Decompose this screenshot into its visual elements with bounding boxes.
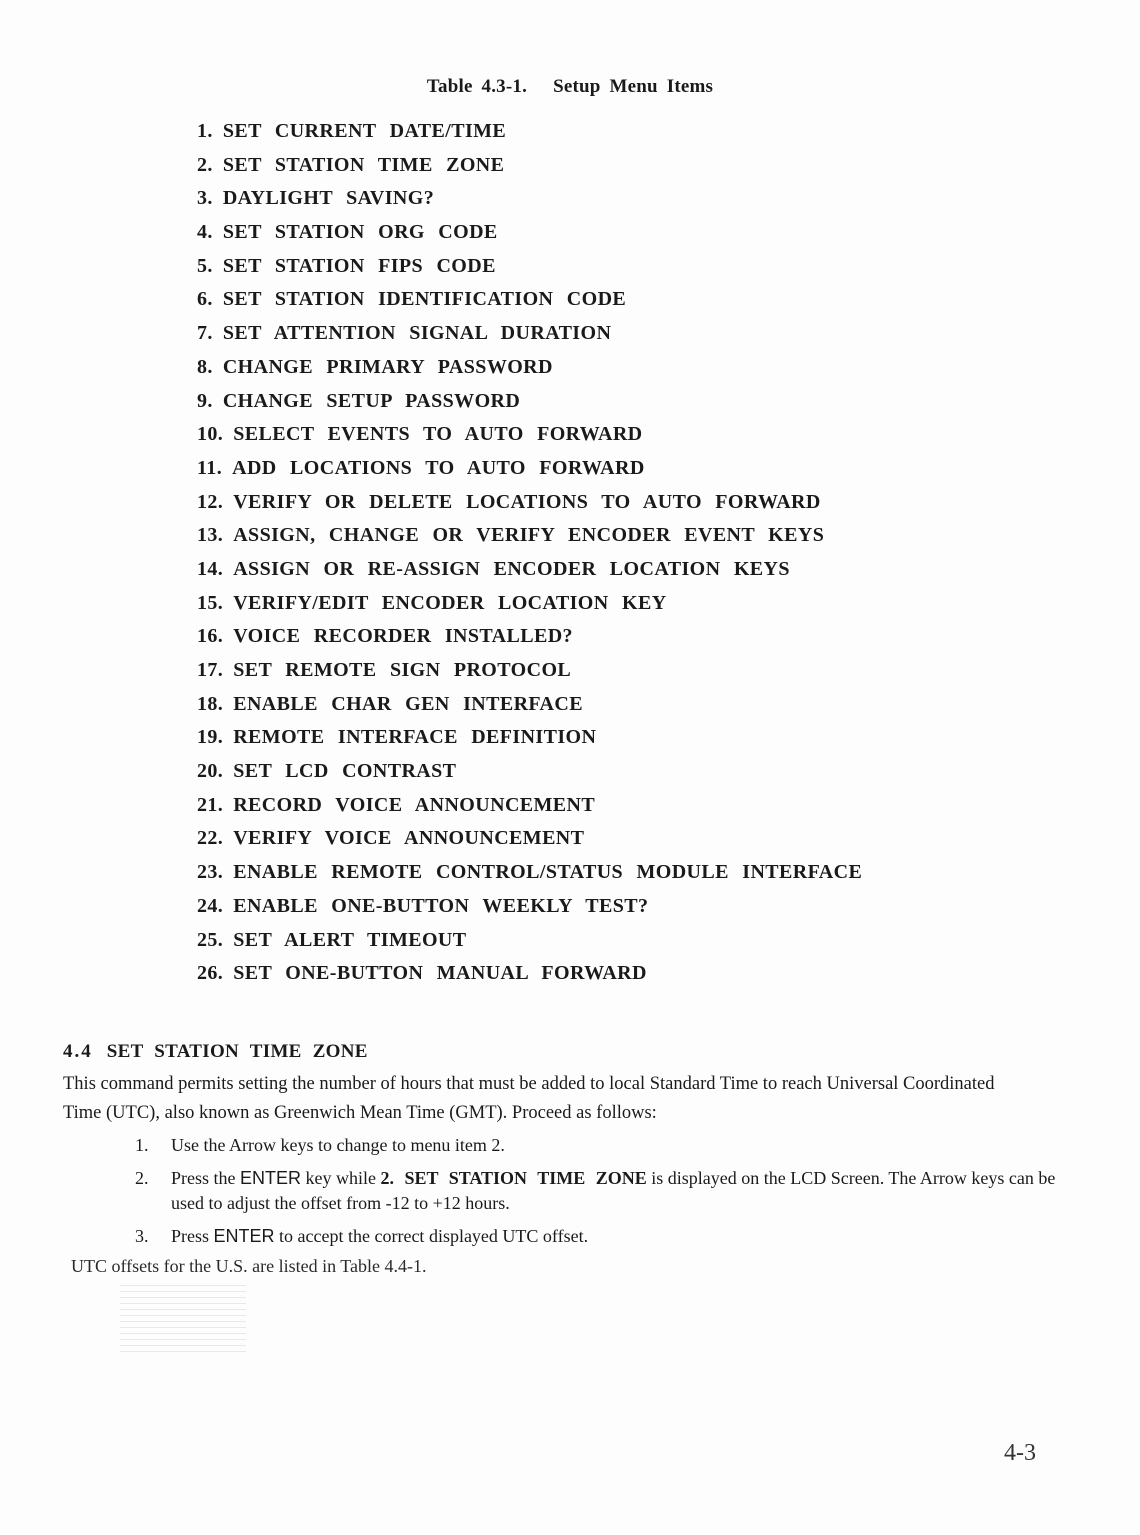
menu-item <box>197 892 862 926</box>
menu-item <box>197 723 862 757</box>
utc-offsets-note: UTC offsets for the U.S. are listed in Table 4.4-1. <box>71 1256 427 1276</box>
step-text: Use the Arrow keys to change to menu item 2. <box>171 1135 505 1155</box>
menu-item-number: 14. <box>197 557 224 580</box>
menu-item <box>197 959 862 993</box>
menu-item-number: 23. <box>197 861 224 884</box>
menu-item <box>197 555 862 589</box>
menu-item-label: VOICE RECORDER INSTALLED? <box>233 625 573 648</box>
table-title-text: Setup Menu Items <box>553 76 714 97</box>
menu-item-label: VERIFY VOICE ANNOUNCEMENT <box>233 827 585 850</box>
menu-item <box>197 252 862 286</box>
menu-item <box>197 521 862 555</box>
menu-item-number: 2. <box>197 153 213 176</box>
enter-key-label: ENTER <box>240 1168 302 1188</box>
menu-item-label: DAYLIGHT SAVING? <box>222 187 435 210</box>
menu-item-label: CHANGE SETUP PASSWORD <box>222 389 521 412</box>
setup-menu-items-list <box>197 117 862 993</box>
menu-item-number: 8. <box>197 355 213 378</box>
menu-item-number: 20. <box>197 760 224 783</box>
menu-item-number: 12. <box>197 490 224 513</box>
menu-item-label: SET STATION IDENTIFICATION CODE <box>222 288 627 311</box>
procedure-step <box>63 1166 1063 1216</box>
section-intro: This command permits setting the number of hours that must be added to local Standard Time to reach Universal Coordinated Time (UTC), also known as Greenwich Mean Time (GMT). Proceed as follows: <box>63 1074 995 1123</box>
menu-item-number: 9. <box>197 389 213 412</box>
menu-item-number: 7. <box>197 322 213 345</box>
menu-item-label: CHANGE PRIMARY PASSWORD <box>222 355 553 378</box>
menu-item <box>197 285 862 319</box>
menu-item-number: 13. <box>197 524 224 547</box>
menu-item-number: 21. <box>197 793 224 816</box>
menu-item-number: 10. <box>197 423 224 446</box>
step-number: 2. <box>135 1168 149 1188</box>
menu-item <box>197 420 862 454</box>
menu-item-label: ENABLE CHAR GEN INTERFACE <box>233 692 583 715</box>
step-number: 1. <box>135 1135 149 1155</box>
menu-item-number: 16. <box>197 625 224 648</box>
menu-item-label: VERIFY/EDIT ENCODER LOCATION KEY <box>233 591 667 614</box>
menu-item-number: 24. <box>197 894 224 917</box>
menu-item <box>197 387 862 421</box>
menu-item-label: ADD LOCATIONS TO AUTO FORWARD <box>232 456 645 479</box>
step-number: 3. <box>135 1226 149 1246</box>
menu-item-label: SET STATION TIME ZONE <box>222 153 505 176</box>
step-text-mid: key while <box>305 1168 376 1188</box>
step-text-pre: Press the <box>171 1168 236 1188</box>
menu-item <box>197 858 862 892</box>
step-text-post: to accept the correct displayed UTC offset. <box>279 1226 589 1246</box>
menu-item-number: 5. <box>197 254 213 277</box>
menu-item-label: SET STATION ORG CODE <box>222 221 498 244</box>
menu-item-number: 6. <box>197 288 213 311</box>
menu-item <box>197 757 862 791</box>
menu-item-number: 3. <box>197 187 213 210</box>
enter-key-label: ENTER <box>213 1226 275 1246</box>
menu-item-label: SET LCD CONTRAST <box>233 760 457 783</box>
menu-item-label: SET STATION FIPS CODE <box>222 254 496 277</box>
menu-item-number: 18. <box>197 692 224 715</box>
menu-item <box>197 622 862 656</box>
procedure-step <box>63 1133 1063 1158</box>
page-number: 4-3 <box>1004 1440 1036 1466</box>
menu-item <box>197 454 862 488</box>
menu-item <box>197 791 862 825</box>
menu-item-label: RECORD VOICE ANNOUNCEMENT <box>233 793 596 816</box>
menu-item-number: 11. <box>197 456 223 479</box>
menu-item <box>197 656 862 690</box>
menu-item-number: 4. <box>197 221 213 244</box>
menu-item-number: 17. <box>197 659 224 681</box>
menu-item-number: 1. <box>197 120 213 142</box>
scan-artifact <box>120 1282 246 1352</box>
menu-item-label: SET REMOTE SIGN PROTOCOL <box>233 659 572 681</box>
menu-item-label: ENABLE REMOTE CONTROL/STATUS MODULE INTERFACE <box>233 861 863 884</box>
menu-item <box>197 824 862 858</box>
menu-item-label: SET CURRENT DATE/TIME <box>222 120 507 142</box>
menu-item <box>197 488 862 522</box>
procedure-step <box>63 1224 1063 1249</box>
menu-item <box>197 690 862 724</box>
menu-item-label: ASSIGN OR RE-ASSIGN ENCODER LOCATION KEYS <box>233 557 790 580</box>
menu-item-label: SET ATTENTION SIGNAL DURATION <box>222 322 612 345</box>
menu-item-number: 22. <box>197 827 224 850</box>
menu-item-number: 25. <box>197 928 224 951</box>
menu-item <box>197 117 862 151</box>
menu-item <box>197 184 862 218</box>
table-number: Table 4.3-1. <box>426 76 528 97</box>
section-number: 4.4 <box>63 1041 93 1062</box>
step-text-pre: Press <box>171 1226 210 1246</box>
menu-item-label: SET ONE-BUTTON MANUAL FORWARD <box>233 962 647 985</box>
menu-item-number: 19. <box>197 726 224 749</box>
menu-item-label: REMOTE INTERFACE DEFINITION <box>233 726 597 749</box>
menu-item-number: 26. <box>197 962 224 985</box>
menu-item-label: ASSIGN, CHANGE OR VERIFY ENCODER EVENT KEYS <box>233 524 825 547</box>
section-title: SET STATION TIME ZONE <box>106 1041 368 1062</box>
menu-item <box>197 926 862 960</box>
menu-item-label: ENABLE ONE-BUTTON WEEKLY TEST? <box>233 894 649 917</box>
menu-item <box>197 218 862 252</box>
menu-item <box>197 589 862 623</box>
procedure-steps <box>63 1133 1063 1257</box>
menu-item-label: SELECT EVENTS TO AUTO FORWARD <box>233 423 643 446</box>
menu-item-number: 15. <box>197 591 224 614</box>
menu-item <box>197 353 862 387</box>
menu-item-label: VERIFY OR DELETE LOCATIONS TO AUTO FORWARD <box>233 490 821 513</box>
section-heading <box>63 1041 368 1063</box>
menu-item <box>197 151 862 185</box>
menu-item-reference: 2. SET STATION TIME ZONE <box>380 1168 647 1188</box>
step-text-post: is displayed on the LCD Screen. The Arrow keys can be used to adjust the offset from -12 to +12 hours. <box>171 1168 1056 1213</box>
menu-item-label: SET ALERT TIMEOUT <box>233 928 467 951</box>
menu-item <box>197 319 862 353</box>
table-title <box>0 76 1140 98</box>
